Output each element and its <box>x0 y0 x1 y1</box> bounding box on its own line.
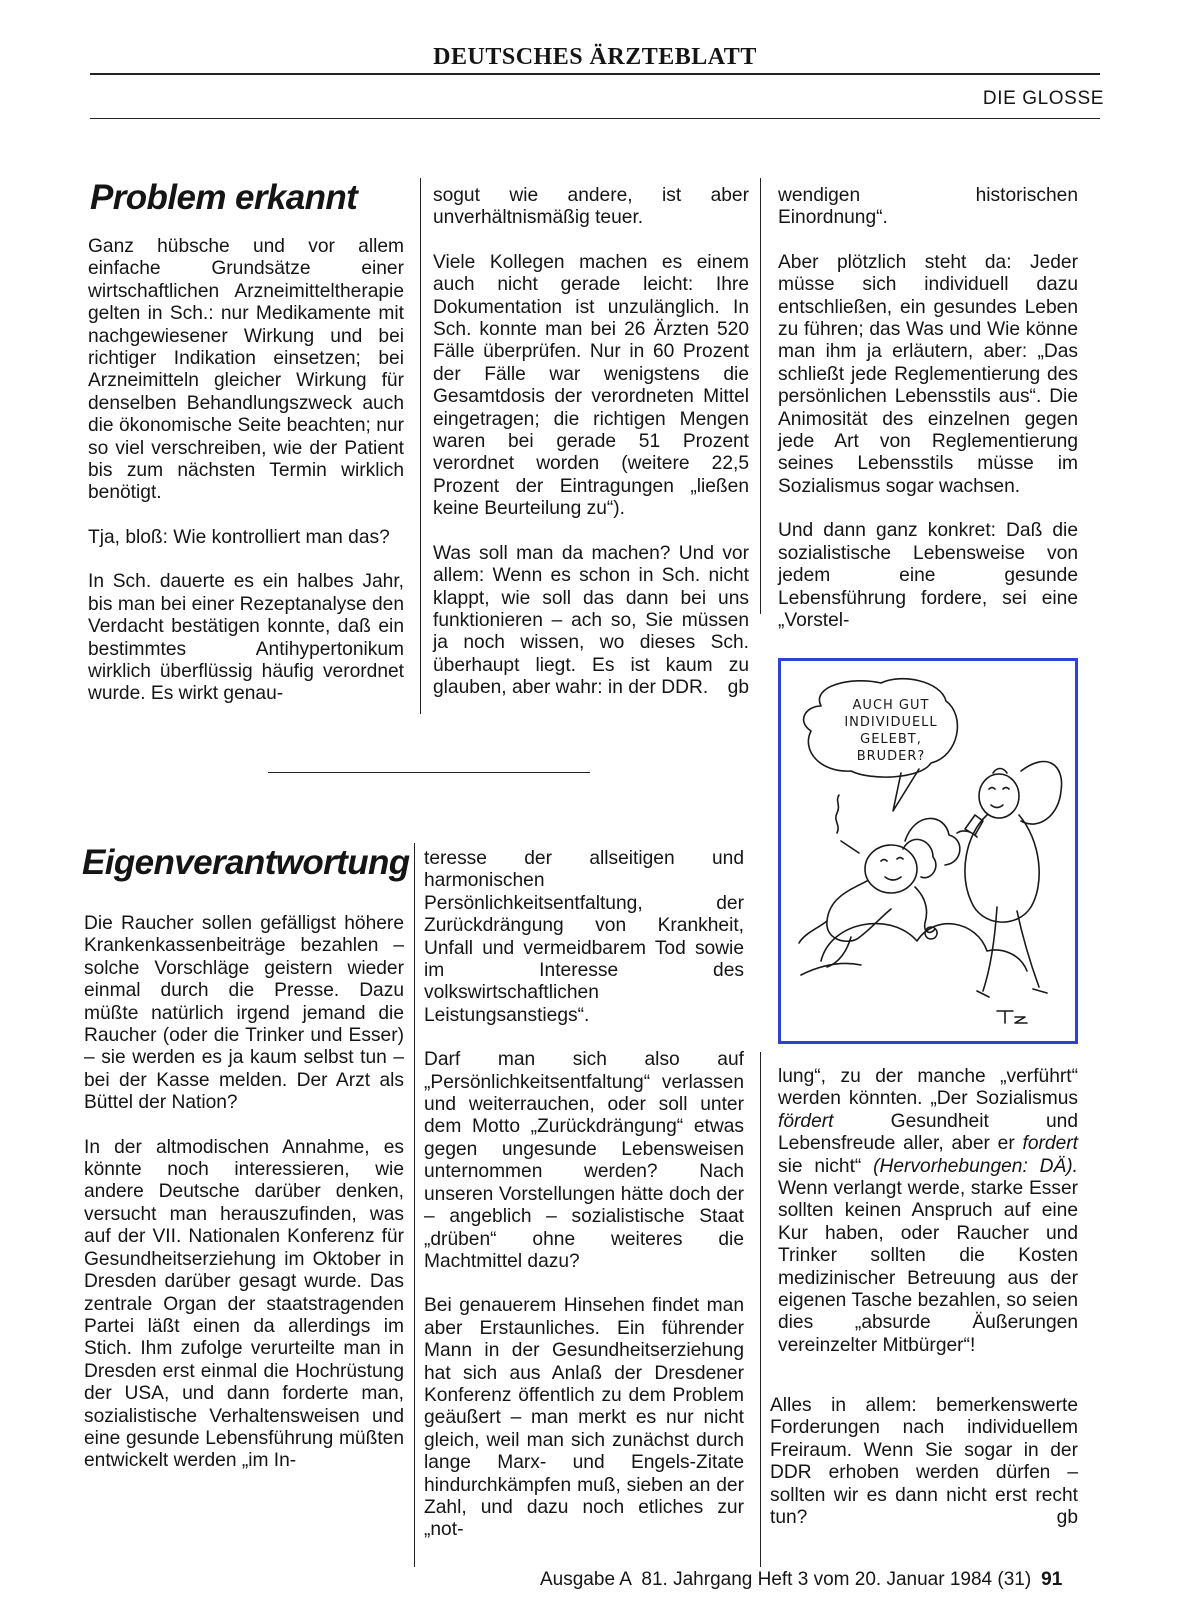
paragraph: In Sch. dauerte es ein halbes Jahr, bis man bei einer Rezeptanalyse den Verdacht bestätigen konnte, daß ein bestimmtes Antihypertonikum wirklich überflüssig häufig verordnet wurde. Es wirkt genau- <box>88 571 404 705</box>
cartoon-illustration <box>778 658 1078 1044</box>
section-label: DIE GLOSSE <box>982 88 1104 109</box>
article2-column1 <box>84 913 404 1473</box>
paragraph: In der altmodischen Annahme, es könnte noch interessieren, wie andere Deutsche darüber denken, versucht man herauszufinden, was auf der VII. Nationalen Konferenz für Gesundheitserziehung im Oktober in Dresden darüber gesagt wurde. Das zentrale Organ der staatstragenden Partei läßt einen da allerdings im Stich. Ihm zufolge verurteilte man in Dresden erst einmal die Hochrüstung der USA, und dann forderte man, sozialistische Verhaltensweisen und eine gesunde Lebensführung müßten entwickelt werden „im In- <box>84 1136 404 1472</box>
paragraph: sogut wie andere, ist aber unverhältnismäßig teuer. <box>433 185 749 229</box>
article2-column3-top <box>778 185 1078 632</box>
text-run: sie nicht“ <box>778 1155 874 1177</box>
paragraph <box>770 1395 1078 1529</box>
article2-column2 <box>424 848 744 1542</box>
issue-info: Ausgabe A 81. Jahrgang Heft 3 vom 20. Januar 1984 (31) <box>540 1569 1032 1590</box>
signature: gb <box>727 677 749 699</box>
paragraph: Die Raucher sollen gefälligst höhere Krankenkassenbeiträge bezahlen – solche Vorschläge geistern wieder einmal durch die Presse. Dazu müßte natürlich irgend jemand die Raucher (oder die Trinker und Esser) – sie werden es ja kaum selbst tun – bei der Kasse melden. Der Arzt als Büttel der Nation? <box>84 913 404 1114</box>
text-run: Gesundheit und Lebensfreude aller, aber er <box>778 1110 1078 1155</box>
paragraph: Und dann ganz konkret: Daß die sozialistische Lebensweise von jedem eine gesunde Lebensführung fordere, sei eine „Vorstel- <box>778 520 1078 631</box>
paragraph: Bei genauerem Hinsehen findet man aber Erstaunliches. Ein führender Mann in der Gesundheitserziehung hat sich aus Anlaß der Dresdener Konferenz öffentlich zu dem Problem geäußert – man merkt es nur nicht gleich, weil man sich zunächst durch lange Marx- und Engels-Zitate hindurchkämpfen muß, sieben an der Zahl, und dazu noch etliches zur „not- <box>424 1295 744 1541</box>
speech-line: GELEBT, <box>860 732 922 747</box>
paragraph: Viele Kollegen machen es einem auch nicht gerade leicht: Ihre Dokumentation ist unzulänglich. In Sch. konnte man bei 26 Ärzten 520 Fälle überprüfen. Nur in 60 Prozent der Fälle war wenigstens die Gesamtdosis der verordneten Mittel eingetragen; die richtigen Mengen waren bei gerade 51 Prozent verordnet worden (weitere 22,5 Prozent der Eintragungen „ließen keine Beurteilung zu“). <box>433 251 749 520</box>
emphasis: fordert <box>1022 1133 1078 1155</box>
paragraph: Ganz hübsche und vor allem einfache Grundsätze einer wirtschaftlichen Arzneimitteltherapie gelten in Sch.: nur Medikamente mit nachgewiesener Wirkung und bei richtiger Indikation einsetzen; bei Arzneimitteln gleicher Wirkung für denselben Behandlungszweck auch die ökonomische Seite beachten; nur so viel verschreiben, wie der Patient bis zum nächsten Termin wirklich benötigt. <box>88 236 404 504</box>
paragraph: Darf man sich also auf „Persönlichkeitsentfaltung“ verlassen und weiterrauchen, oder soll unter dem Motto „Zurückdrängung“ etwas gegen ungesunde Lebensweisen unternommen werden? Nach unseren Vorstellungen hätte doch der – angeblich – sozialistische Staat „drüben“ ohne weiteres die Machtmittel dazu? <box>424 1049 744 1272</box>
masthead: DEUTSCHES ÄRZTEBLATT <box>433 44 757 70</box>
footer <box>540 1569 1062 1591</box>
article1-title: Problem erkannt <box>90 178 358 217</box>
speech-line: INDIVIDUELL <box>844 715 938 730</box>
article2-conclusion <box>770 1395 1078 1529</box>
column-divider <box>414 843 415 1567</box>
paragraph: Aber plötzlich steht da: Jeder müsse sich individuell dazu entschließen, ein gesundes Leben zu führen; das Was und Wie könne man ihm ja erläutern, aber: „Das schließt jede Reglementierung des persönlichen Lebensstils aus“. Die Animosität des einzelnen gegen jede Art von Reglementierung seines Lebensstils müsse im Sozialismus sogar wachsen. <box>778 251 1078 497</box>
article-separator <box>268 772 590 773</box>
article2-title: Eigenverantwortung <box>82 843 410 882</box>
paragraph <box>778 1066 1078 1357</box>
paragraph <box>433 543 749 700</box>
speech-line: BRUDER? <box>856 749 926 764</box>
emphasis: (Hervorhebungen: DÄ). <box>873 1155 1078 1177</box>
emphasis: fördert <box>778 1110 834 1132</box>
text-run: Wenn verlangt werde, starke Esser sollten keinen Anspruch auf eine Kur haben, oder Raucher und Trinker sollten die Kosten medizinischer Betreuung aus der eigenen Tasche bezahlen, so seien dies „absurde Äußerungen vereinzelter Mitbürger“! <box>778 1178 1078 1356</box>
paragraph: wendigen historischen Einordnung“. <box>778 185 1078 229</box>
section-rule <box>90 118 1100 119</box>
column-divider <box>760 178 761 614</box>
paragraph-text: Was soll man da machen? Und vor allem: Wenn es schon in Sch. nicht klappt, wie soll das dann bei uns funktionieren – ach so, Sie müssen ja noch wissen, wo dieses Sch. überhaupt liegt. Es ist kaum zu glauben, aber wahr: in der DDR. <box>433 542 749 699</box>
signature: gb <box>1056 1507 1078 1529</box>
text-run: lung“, zu der manche „verführt“ werden könnten. „Der Sozialismus <box>778 1066 1078 1110</box>
masthead-rule <box>90 73 1100 75</box>
column-divider <box>760 1052 761 1567</box>
speech-line: AUCH GUT <box>852 698 930 713</box>
article1-column2 <box>433 185 749 700</box>
paragraph: teresse der allseitigen und harmonischen Persönlichkeitsentfaltung, der Zurückdrängung von Krankheit, Unfall und vermeidbarem Tod sowie im Interesse des volkswirtschaftlichen Leistungsanstiegs“. <box>424 848 744 1026</box>
column-divider <box>420 178 421 714</box>
speech-bubble-text <box>821 697 961 765</box>
paragraph: Tja, bloß: Wie kontrolliert man das? <box>88 526 390 548</box>
article1-column1 <box>88 236 404 706</box>
paragraph-text: Alles in allem: bemerkenswerte Forderungen nach individuellem Freiraum. Wenn Sie sogar in der DDR erhoben werden dürfen – sollten wir es dann nicht erst recht tun? <box>770 1395 1078 1529</box>
page-number: 91 <box>1041 1569 1063 1590</box>
article2-column3-bottom <box>778 1066 1078 1357</box>
